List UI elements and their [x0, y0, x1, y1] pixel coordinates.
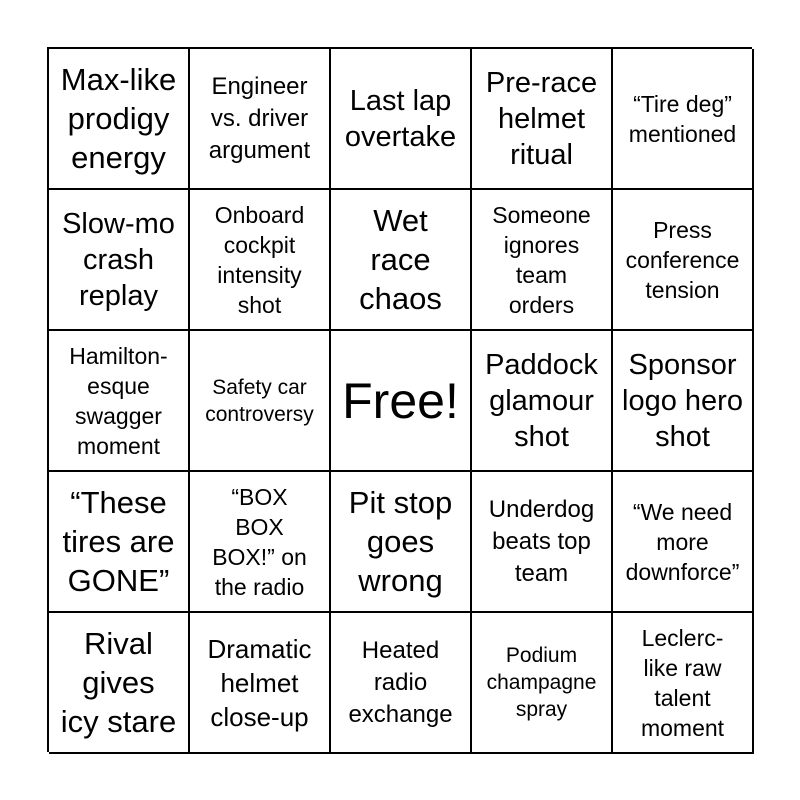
bingo-cell-r1c4[interactable] [472, 49, 613, 190]
cell-label: Someone ignores team orders [492, 201, 591, 318]
cell-label: Underdog beats top team [488, 495, 595, 587]
bingo-cell-r3c1[interactable] [49, 331, 190, 472]
bingo-grid [47, 47, 752, 752]
bingo-cell-r2c4[interactable] [472, 190, 613, 331]
bingo-cell-r4c3[interactable] [331, 472, 472, 613]
cell-label: Wet race chaos [359, 203, 442, 316]
bingo-cell-r4c4[interactable] [472, 472, 613, 613]
cell-label: Dramatic helmet close-up [207, 633, 312, 732]
cell-label: “We need more downforce” [625, 498, 740, 585]
bingo-cell-r1c2[interactable] [190, 49, 331, 190]
bingo-cell-r5c2[interactable] [190, 613, 331, 754]
bingo-cell-r2c3[interactable] [331, 190, 472, 331]
cell-label: Pre-race helmet ritual [485, 66, 598, 171]
bingo-cell-r2c5[interactable] [613, 190, 754, 331]
cell-label: “BOX BOX BOX!” on the radio [212, 483, 307, 600]
cell-label: Rival gives icy stare [60, 626, 177, 739]
cell-label: “Tire deg” mentioned [628, 90, 737, 147]
cell-label: Heated radio exchange [348, 636, 453, 728]
bingo-cell-r4c5[interactable] [613, 472, 754, 613]
bingo-cell-r3c5[interactable] [613, 331, 754, 472]
cell-label: Slow-mo crash replay [62, 207, 175, 312]
bingo-cell-r1c1[interactable] [49, 49, 190, 190]
cell-label: Hamilton- esque swagger moment [69, 342, 168, 459]
cell-label: Last lap overtake [344, 84, 457, 153]
bingo-cell-r4c1[interactable] [49, 472, 190, 613]
bingo-cell-r1c3[interactable] [331, 49, 472, 190]
bingo-cell-r5c3[interactable] [331, 613, 472, 754]
bingo-cell-r4c2[interactable] [190, 472, 331, 613]
cell-label: Safety car controversy [205, 375, 314, 426]
cell-label: Engineer vs. driver argument [208, 72, 311, 164]
bingo-cell-r2c2[interactable] [190, 190, 331, 331]
cell-label: Pit stop goes wrong [348, 485, 453, 598]
cell-label: Paddock glamour shot [485, 348, 598, 453]
bingo-cell-r5c4[interactable] [472, 613, 613, 754]
free-space-label: Free! [342, 372, 459, 429]
cell-label: Podium champagne spray [486, 644, 597, 721]
bingo-cell-r5c5[interactable] [613, 613, 754, 754]
bingo-cell-r1c5[interactable] [613, 49, 754, 190]
bingo-cell-r3c2[interactable] [190, 331, 331, 472]
bingo-cell-r3c4[interactable] [472, 331, 613, 472]
cell-label: Leclerc- like raw talent moment [640, 624, 725, 741]
cell-label: “These tires are GONE” [62, 485, 175, 598]
bingo-cell-r2c1[interactable] [49, 190, 190, 331]
free-space[interactable] [331, 331, 472, 472]
cell-label: Press conference tension [625, 216, 740, 303]
bingo-cell-r5c1[interactable] [49, 613, 190, 754]
cell-label: Onboard cockpit intensity shot [214, 201, 305, 318]
cell-label: Max-like prodigy energy [60, 62, 177, 175]
cell-label: Sponsor logo hero shot [622, 348, 743, 453]
